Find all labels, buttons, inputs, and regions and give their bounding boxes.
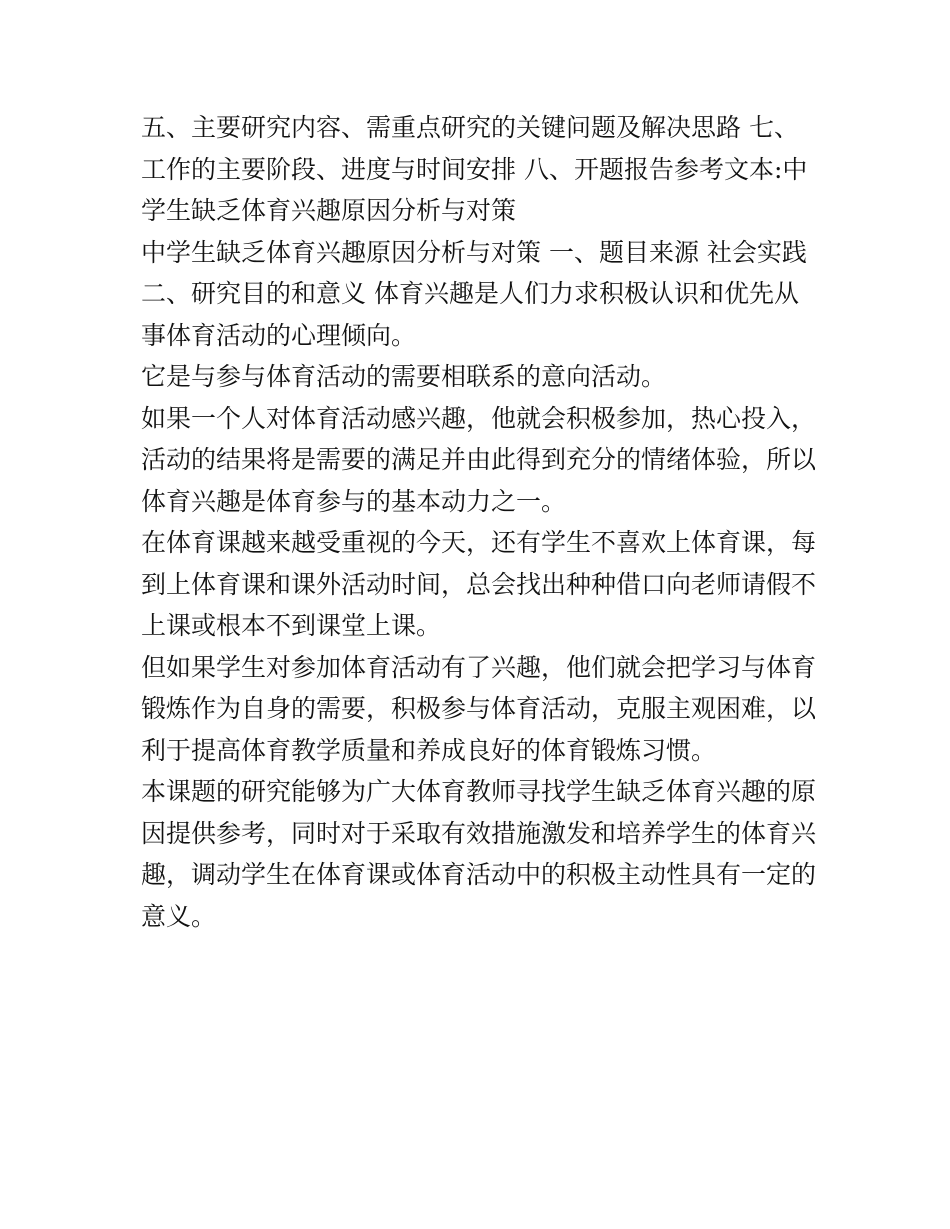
text-line: 趣，调动学生在体育课或体育活动中的积极主动性具有一定的 [141, 860, 817, 889]
text-line: 它是与参与体育活动的需要相联系的意向活动。 [141, 362, 667, 391]
text-line: 到上体育课和课外活动时间，总会找出种种借口向老师请假不 [141, 569, 817, 599]
text-line: 锻炼作为自身的需要，积极参与体育活动，克服主观困难，以 [141, 694, 817, 723]
text-line: 活动的结果将是需要的满足并由此得到充分的情绪体验，所以 [141, 445, 817, 474]
text-line: 工作的主要阶段、进度与时间安排 八、开题报告参考文本:中 [141, 154, 808, 184]
text-line: 如果一个人对体育活动感兴趣，他就会积极参加，热心投入， [141, 403, 817, 433]
text-line: 利于提高体育教学质量和养成良好的体育锻炼习惯。 [141, 735, 717, 765]
text-line: 学生缺乏体育兴趣原因分析与对策 [141, 196, 517, 225]
text-line: 事体育活动的心理倾向。 [141, 320, 417, 350]
paragraph-interest-motivation [141, 398, 817, 523]
paragraph-research-content [141, 107, 813, 232]
text-line: 但如果学生对参加体育活动有了兴趣，他们就会把学习与体育 [141, 652, 817, 682]
paragraph-interest-benefits [141, 647, 817, 772]
text-line: 在体育课越来越受重视的今天，还有学生不喜欢上体育课，每 [141, 528, 817, 557]
text-line: 二、研究目的和意义 体育兴趣是人们力求积极认识和优先从 [141, 279, 799, 308]
text-line: 中学生缺乏体育兴趣原因分析与对策 一、题目来源 社会实践 [141, 237, 807, 267]
paragraph-intent-activity [141, 356, 813, 398]
text-line: 因提供参考，同时对于采取有效措施激发和培养学生的体育兴 [141, 818, 817, 848]
text-line: 上课或根本不到课堂上课。 [141, 611, 442, 640]
text-line: 本课题的研究能够为广大体育教师寻找学生缺乏体育兴趣的原 [141, 777, 817, 806]
text-line: 体育兴趣是体育参与的基本动力之一。 [141, 486, 567, 516]
text-line: 意义。 [141, 901, 217, 931]
text-line: 五、主要研究内容、需重点研究的关键问题及解决思路 七、 [141, 113, 799, 142]
document-body [141, 107, 817, 937]
paragraph-students-avoid-pe [141, 522, 817, 647]
paragraph-research-significance [141, 771, 817, 937]
paragraph-topic-source [141, 232, 813, 357]
